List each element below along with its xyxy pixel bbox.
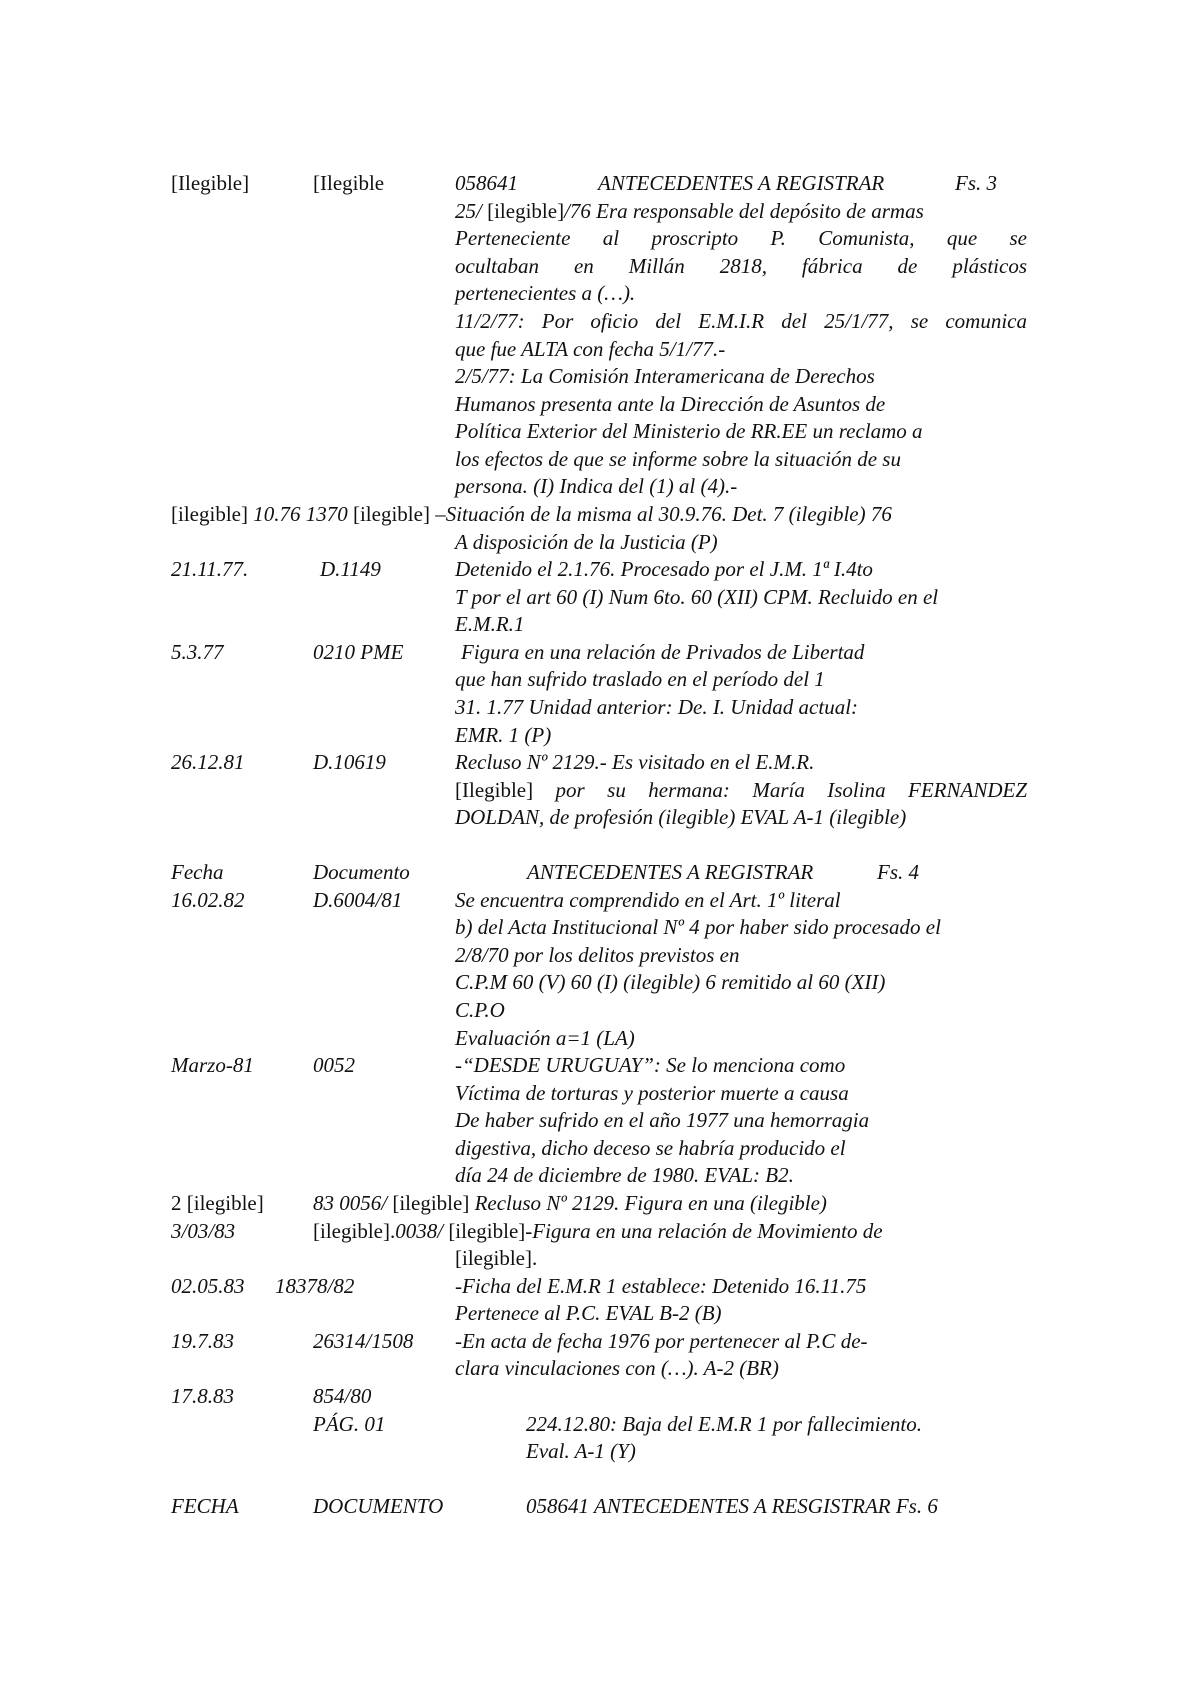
- entry-document: 0210 PME: [313, 640, 404, 664]
- entry-line3: E.M.R.1: [455, 612, 525, 636]
- entry-line4: digestiva, dicho deceso se habría producido el: [455, 1136, 846, 1160]
- entry-date: 26.12.81: [171, 750, 245, 774]
- block1-line8: Humanos presenta ante la Dirección de Asuntos de: [455, 392, 886, 416]
- entry-text: Recluso Nº 2129. Figura en una (ilegible): [469, 1191, 827, 1215]
- header-title: ANTECEDENTES A REGISTRAR: [527, 860, 814, 884]
- entry-document-and-text: [313, 1218, 883, 1245]
- entry-page: PÁG. 01: [313, 1412, 386, 1436]
- block2-line2: A disposición de la Justicia (P): [455, 530, 718, 554]
- entry-line3: 2/8/70 por los delitos previstos en: [455, 943, 740, 967]
- entry-document: 0038/: [395, 1219, 449, 1243]
- entry-document-illegible-b: [ilegible]: [448, 1219, 526, 1243]
- entry-line2: b) del Acta Institucional Nº 4 por haber sido procesado el: [455, 915, 941, 939]
- block1-line11: persona. (I) Indica del (1) al (4).-: [455, 474, 738, 498]
- entry-line2: [455, 777, 1027, 804]
- header-folio: Fs. 3: [955, 171, 997, 195]
- entry-line1: 224.12.80: Baja del E.M.R 1 por fallecimiento.: [526, 1412, 923, 1436]
- entry-line6: Evaluación a=1 (LA): [455, 1026, 635, 1050]
- header-folio: Fs. 4: [877, 860, 919, 884]
- entry-line2: Eval. A-1 (Y): [526, 1439, 636, 1463]
- entry-date: 3/03/83: [171, 1219, 236, 1243]
- block1-line4: pertenecientes a (…).: [455, 281, 636, 305]
- footer-documento: DOCUMENTO: [313, 1494, 444, 1518]
- block1-line10: los efectos de que se informe sobre la situación de su: [455, 447, 901, 471]
- block1-line1: [455, 198, 924, 225]
- header-fecha: Fecha: [171, 860, 224, 884]
- entry-document: 854/80: [313, 1384, 372, 1408]
- block1-line1-illegible: [ilegible]: [487, 199, 565, 223]
- entry-date: 02.05.83: [171, 1274, 245, 1298]
- entry-line2: Víctima de torturas y posterior muerte a causa: [455, 1081, 849, 1105]
- entry-date: Marzo-81: [171, 1053, 254, 1077]
- entry-date: 5.3.77: [171, 640, 224, 664]
- block2-line1: [171, 501, 892, 528]
- entry-line2-text: por su hermana: María Isolina FERNANDEZ: [533, 778, 1027, 802]
- entry-line1: Detenido el 2.1.76. Procesado por el J.M. 1ª I.4to: [455, 557, 873, 581]
- header-documento: Documento: [313, 860, 410, 884]
- header-title: ANTECEDENTES A REGISTRAR: [598, 171, 885, 195]
- entry-line2: [ilegible].: [455, 1246, 538, 1270]
- block1-line5: 11/2/77: Por oficio del E.M.I.R del 25/1/77, se comunica: [455, 309, 1027, 333]
- block1-line9: Política Exterior del Ministerio de RR.EE un reclamo a: [455, 419, 923, 443]
- entry-document: D.1149: [320, 557, 381, 581]
- entry-line2: clara vinculaciones con (…). A-2 (BR): [455, 1356, 779, 1380]
- entry-date: 21.11.77.: [171, 557, 249, 581]
- entry-date: 17.8.83: [171, 1384, 234, 1408]
- entry-line1: -En acta de fecha 1976 por pertenecer al P.C de-: [455, 1329, 868, 1353]
- header-col1-illegible: [Ilegible]: [171, 171, 250, 195]
- footer-title: 058641 ANTECEDENTES A RESGISTRAR Fs. 6: [526, 1494, 938, 1518]
- block1-line1-part-c: /76 Era responsable del depósito de armas: [564, 199, 924, 223]
- entry-line2: Pertenece al P.C. EVAL B-2 (B): [455, 1301, 722, 1325]
- entry-line2: que han sufrido traslado en el período del 1: [455, 667, 825, 691]
- block1-line6: que fue ALTA con fecha 5/1/77.-: [455, 337, 726, 361]
- entry-line4: EMR. 1 (P): [455, 723, 552, 747]
- entry-line3: 31. 1.77 Unidad anterior: De. I. Unidad actual:: [455, 695, 859, 719]
- entry-line4: C.P.M 60 (V) 60 (I) (ilegible) 6 remitido al 60 (XII): [455, 970, 886, 994]
- entry-line5: día 24 de diciembre de 1980. EVAL: B2.: [455, 1163, 794, 1187]
- entry-line1: Se encuentra comprendido en el Art. 1º literal: [455, 888, 841, 912]
- entry-date: [171, 1190, 264, 1217]
- block1-line7: 2/5/77: La Comisión Interamericana de Derechos: [455, 364, 875, 388]
- entry-date-part: 2: [171, 1191, 187, 1215]
- entry-line3: DOLDAN, de profesión (ilegible) EVAL A-1 (ilegible): [455, 805, 907, 829]
- entry-document: 0052: [313, 1053, 355, 1077]
- entry-date-illegible: [ilegible]: [186, 1191, 264, 1215]
- entry-line1: Recluso Nº 2129.- Es visitado en el E.M.R.: [455, 750, 815, 774]
- block1-line1-part-a: 25/: [455, 199, 488, 223]
- entry-date: 16.02.82: [171, 888, 245, 912]
- block2-text: –Situación de la misma al 30.9.76. Det. 7 (ilegible) 76: [429, 502, 892, 526]
- entry-line1: -Ficha del E.M.R 1 establece: Detenido 16.11.75: [455, 1274, 867, 1298]
- entry-line1: -“DESDE URUGUAY”: Se lo menciona como: [455, 1053, 846, 1077]
- block2-illegible-b: [ilegible]: [352, 502, 430, 526]
- entry-document: 26314/1508: [313, 1329, 414, 1353]
- entry-document: 83 0056/: [313, 1191, 393, 1215]
- entry-line2: T por el art 60 (I) Num 6to. 60 (XII) CPM. Recluido en el: [455, 585, 939, 609]
- entry-document-illegible: [ilegible].: [313, 1219, 396, 1243]
- entry-date: 19.7.83: [171, 1329, 234, 1353]
- entry-document: D.6004/81: [313, 888, 403, 912]
- block1-line3: ocultaban en Millán 2818, fábrica de plásticos: [455, 254, 1027, 278]
- footer-fecha: FECHA: [171, 1494, 239, 1518]
- block2-code: 10.76 1370: [253, 502, 353, 526]
- entry-line3: De haber sufrido en el año 1977 una hemorragia: [455, 1108, 870, 1132]
- header-record-number: 058641: [455, 171, 518, 195]
- header-col2-illegible: [Ilegible: [313, 171, 385, 195]
- block2-illegible-a: [ilegible]: [171, 502, 254, 526]
- entry-document-and-text: [313, 1190, 827, 1217]
- entry-document: 18378/82: [275, 1274, 355, 1298]
- block1-line2: Perteneciente al proscripto P. Comunista, que se: [455, 226, 1027, 250]
- entry-text: -Figura en una relación de Movimiento de: [525, 1219, 883, 1243]
- entry-document-illegible: [ilegible]: [392, 1191, 470, 1215]
- entry-line5: C.P.O: [455, 998, 505, 1022]
- entry-line1: Figura en una relación de Privados de Libertad: [461, 640, 865, 664]
- entry-document: D.10619: [313, 750, 386, 774]
- entry-illegible: [Ilegible]: [455, 778, 534, 802]
